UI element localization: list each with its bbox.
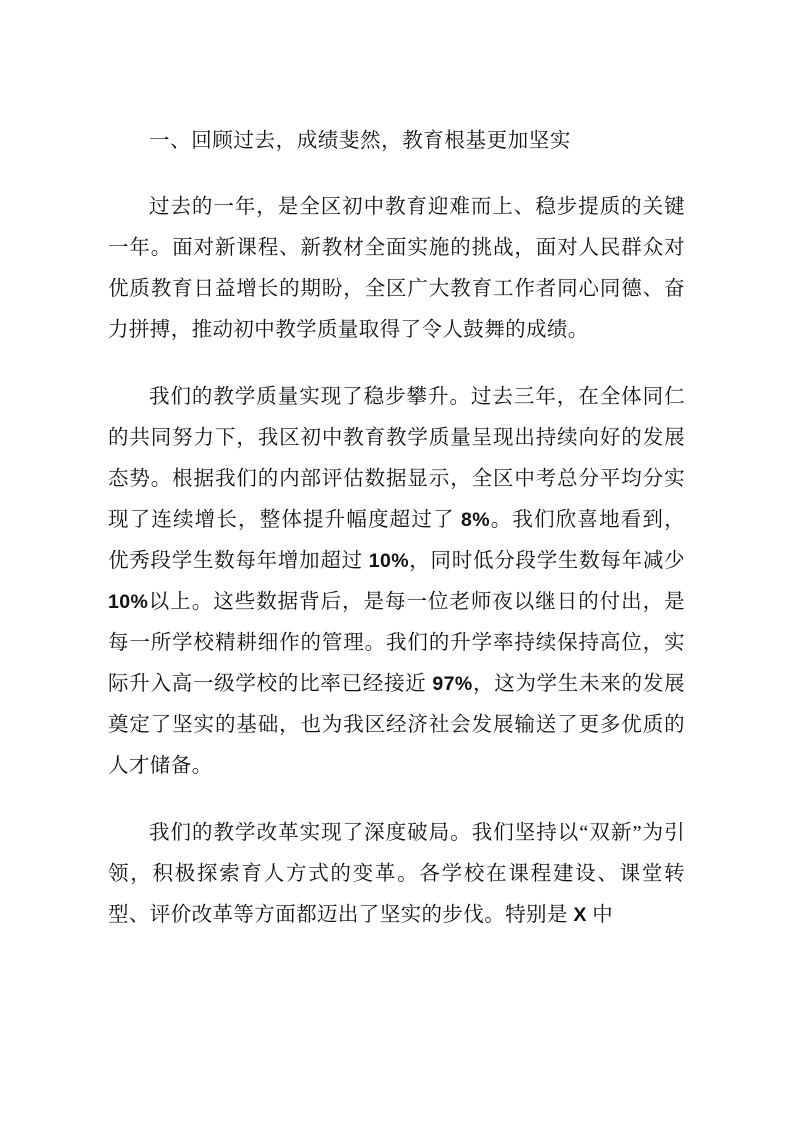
paragraph-3: 我们的教学改革实现了深度破局。我们坚持以“双新”为引领，积极探索育人方式的变革。各学校在课程建设、课堂转型、评价改革等方面都迈出了坚实的步伐。特别是 X 中: [108, 821, 685, 926]
section-heading: 一、回顾过去，成绩斐然，教育根基更加坚实: [149, 130, 571, 152]
paragraph-2: 我们的教学质量实现了稳步攀升。过去三年，在全体同仁的共同努力下，我区初中教育教学质量呈现出持续向好的发展态势。根据我们的内部评估数据显示，全区中考总分平均分实现了连续增长，整体提升幅度超过了 8%。我们欣喜地看到，优秀段学生数每年增加超过 10%，同时低分段学生数每年减少 10%以上。这些数据背后，是每一位老师夜以继日的付出，是每一所学校精耕细作的管理。我们的升学率持续保持高位，实际升入高一级学校的比率已经接近 97%，这为学生未来的发展奠定了坚实的基础，也为我区经济社会发展输送了更多优质的人才储备。: [108, 385, 686, 777]
paragraph-1: 过去的一年，是全区初中教育迎难而上、稳步提质的关键一年。面对新课程、新教材全面实施的挑战，面对人民群众对优质教育日益增长的期盼，全区广大教育工作者同心同德、奋力拼搏，推动初中教学质量取得了令人鼓舞的成绩。: [108, 195, 685, 341]
document-body: [108, 122, 685, 936]
